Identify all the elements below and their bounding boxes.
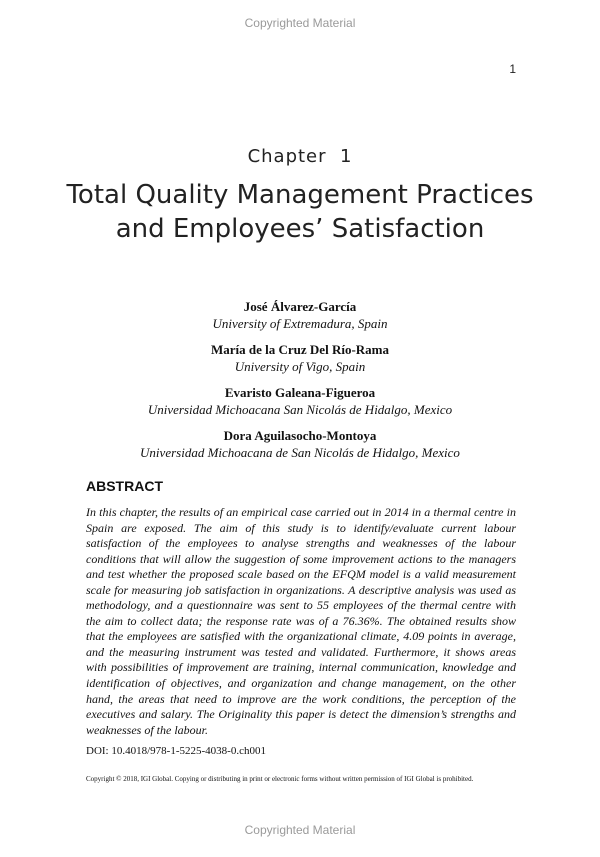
author-block: [0, 427, 600, 461]
author-block: [0, 298, 600, 332]
author-affiliation: University of Vigo, Spain: [234, 359, 366, 374]
author-block: [0, 341, 600, 375]
author-name: Dora Aguilasocho-Montoya: [223, 428, 377, 443]
author-name: José Álvarez-García: [243, 299, 357, 314]
author-name: María de la Cruz Del Río-Rama: [211, 342, 389, 357]
abstract-heading: ABSTRACT: [86, 478, 163, 494]
author-name: Evaristo Galeana-Figueroa: [224, 385, 376, 400]
author-affiliation: Universidad Michoacana San Nicolás de Hidalgo, Mexico: [147, 402, 453, 417]
copyright-notice: Copyright © 2018, IGI Global. Copying or distributing in print or electronic forms without written permission of IGI Global is prohibited.: [86, 775, 474, 783]
author-affiliation: Universidad Michoacana de San Nicolás de Hidalgo, Mexico: [140, 445, 460, 460]
author-affiliation: University of Extremadura, Spain: [212, 316, 388, 331]
watermark-top: Copyrighted Material: [244, 16, 356, 30]
watermark-bottom: Copyrighted Material: [244, 823, 356, 837]
chapter-title: Total Quality Management Practices and Employees’ Satisfaction: [66, 180, 534, 244]
author-block: [0, 384, 600, 418]
chapter-label: Chapter 1: [247, 146, 353, 167]
page-number: 1: [509, 62, 516, 76]
doi: DOI: 10.4018/978-1-5225-4038-0.ch001: [86, 745, 266, 757]
abstract-text: In this chapter, the results of an empirical case carried out in 2014 in a thermal centre in Spain are exposed. The aim of this study is to identify/evaluate current labour satisfaction of the employees to analyse strengths and weaknesses of the labour conditions that will allow the suggestion of some improvement actions to the managers and test whether the proposed scale based on the EFQM model is a valid measurement scale for measuring job satisfaction in organizations. A descriptive analysis was used as methodology, and a questionnaire was sent to 55 employees of the thermal centre with the aim to collect data; the response rate was of a 76.36%. The obtained results show that the employees are satisfied with the organizational climate, 4.09 points in average, and the measuring instrument was tested and validated. Furthermore, it shows areas with possibilities of improvement are training, internal communication, knowledge and identification of objectives, and organization and change management, on the other hand, the areas that need to improve are the work conditions, the perception of the executives and salary. The Originality this paper is detect the dimension’s strengths and weaknesses of the labour.: [86, 505, 516, 737]
